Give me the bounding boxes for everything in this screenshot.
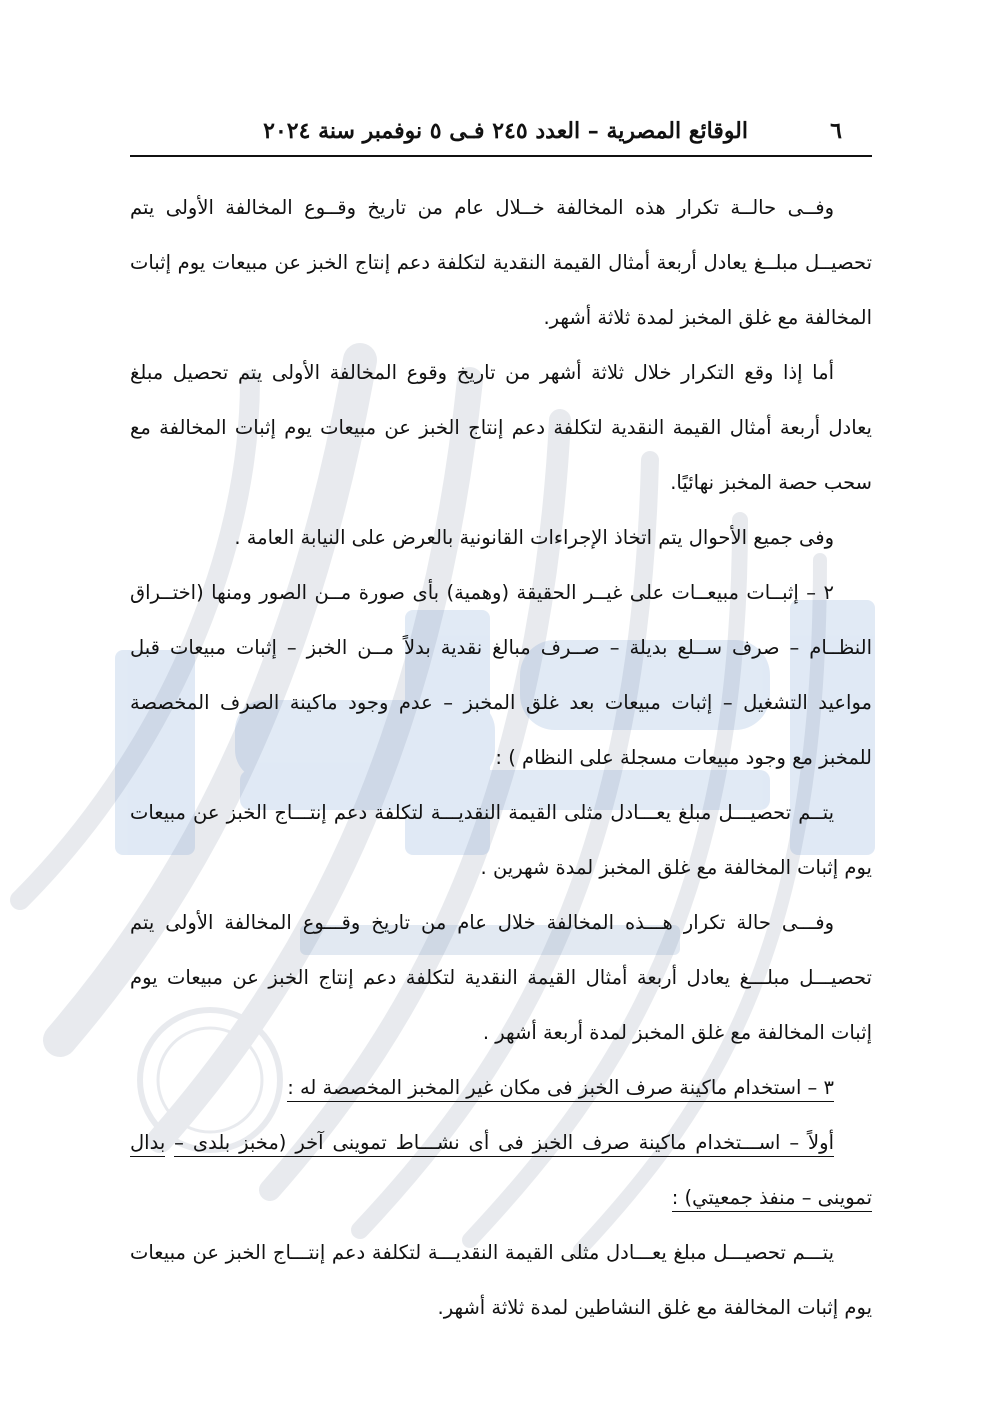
gazette-title: الوقائع المصرية – العدد ٢٤٥ فـى ٥ نوفمبر سنة ٢٠٢٤ bbox=[263, 118, 748, 144]
page-header bbox=[130, 112, 872, 156]
first-subitem-heading bbox=[130, 1115, 872, 1225]
item-3-heading bbox=[130, 1060, 872, 1115]
paragraph: وفى جميع الأحوال يتم اتخاذ الإجراءات القانونية بالعرض على النيابة العامة . bbox=[234, 526, 834, 549]
first-subitem-heading-rest: بدال تموينى – منفذ جمعيتي) : bbox=[130, 1131, 872, 1212]
closing-paragraph: يتـــم تحصيـــل مبلغ يعـــادل مثلى القيمة النقديـــة لتكلفة دعم إنتـــاج الخبز عن مبيعات يوم إثبات المخالفة مع غلق النشاطين لمدة ثلاثة أشهر. bbox=[130, 1241, 872, 1319]
paragraph: أما إذا وقع التكرار خلال ثلاثة أشهر من تاريخ وقوع المخالفة الأولى يتم تحصيل مبلغ يعادل أربعة أمثال القيمة النقدية لتكلفة دعم إنتاج الخبز عن مبيعات يوم إثبات المخالفة مع سحب حصة المخبز نهائيًا. bbox=[130, 361, 872, 494]
paragraph: ٢ – إثبــات مبيعــات على غيــر الحقيقة (وهمية) بأى صورة مــن الصور ومنها (اختــراق النظــام – صرف ســلع بديلة – صــرف مبالغ نقدية بدلاً مــن الخبز – إثبات مبيعات قبل مواعيد التشغيل – إثبات مبيعات بعد غلق المخبز – عدم وجود ماكينة الصرف المخصصة للمخبز مع وجود مبيعات مسجلة على النظام ) : bbox=[130, 581, 872, 769]
page-number: ٦ bbox=[830, 118, 842, 144]
header-divider bbox=[130, 155, 872, 157]
paragraph: وفـــى حالة تكرار هـــذه المخالفة خلال عام من تاريخ وقـــوع المخالفة الأولى يتم تحصيـــل مبلـــغ يعادل أربعة أمثال القيمة النقدية لتكلفة دعم إنتاج الخبز عن مبيعات يوم إثبات المخالفة مع غلق المخبز لمدة أربعة أشهر . bbox=[130, 911, 872, 1044]
first-subitem-heading-text: أولاً – اســـتخدام ماكينة صرف الخبز فى أى نشـــاط تموينى آخر (مخبز بلدى – bbox=[174, 1131, 834, 1157]
paragraph: يتــم تحصيـــل مبلغ يعـــادل مثلى القيمة النقديـــة لتكلفة دعم إنتـــاج الخبز عن مبيعات يوم إثبات المخالفة مع غلق المخبز لمدة شهرين . bbox=[130, 801, 872, 879]
paragraph: وفــى حالــة تكرار هذه المخالفة خــلال عام من تاريخ وقــوع المخالفة الأولى يتم تحصيــل مبلــغ يعادل أربعة أمثال القيمة النقدية لتكلفة دعم إنتاج الخبز عن مبيعات يوم إثبات المخالفة مع غلق المخبز لمدة ثلاثة أشهر. bbox=[130, 196, 872, 329]
document-body bbox=[130, 180, 872, 1335]
item-3-heading-text: ٣ – استخدام ماكينة صرف الخبز فى مكان غير المخبز المخصصة له : bbox=[287, 1076, 834, 1102]
